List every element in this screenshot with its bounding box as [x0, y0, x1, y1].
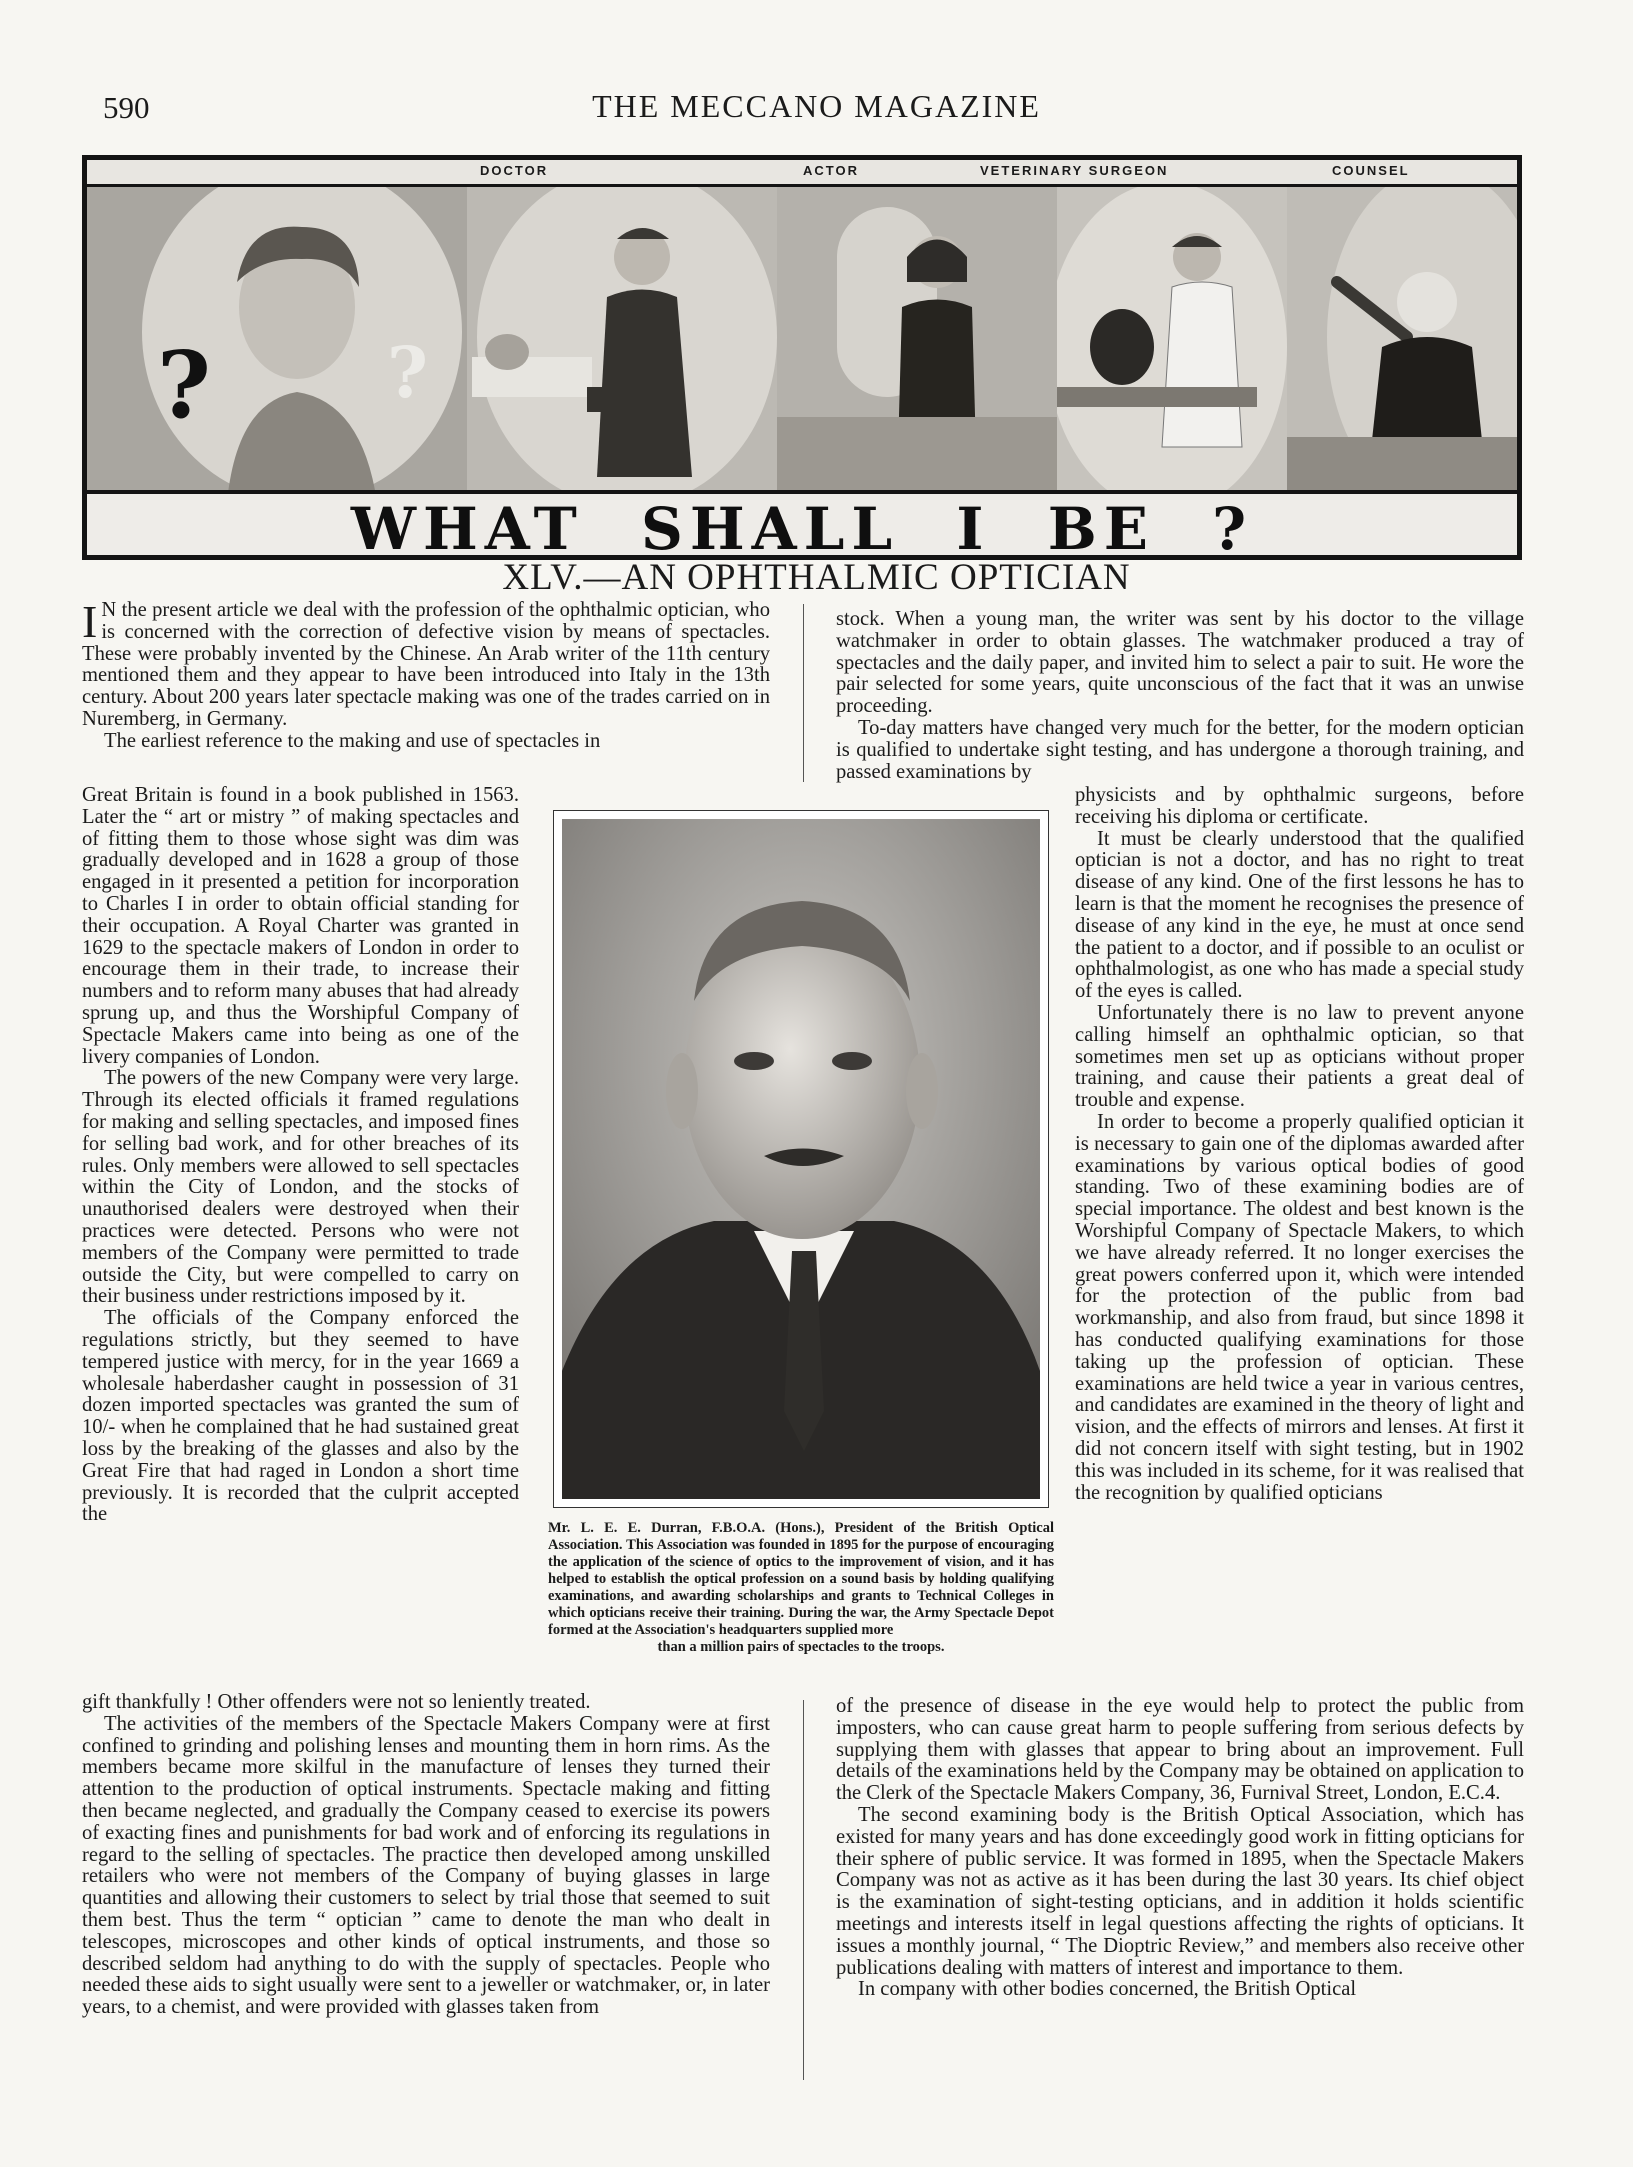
- paragraph: stock. When a young man, the writer was sent by his doctor to the village watchmaker in order to obtain glasses. The watchmaker produced a tray of spectacles and the daily paper, and invited him to select a pair to suit. He wore the pair selected for some years, quite unconscious of the fact that it was an unwise proceeding.: [836, 608, 1524, 718]
- svg-text:?: ?: [157, 331, 211, 439]
- banner-title: WHAT SHALL I BE ?: [350, 495, 1254, 560]
- column-divider: [803, 604, 804, 782]
- doctor-scene-illustration: [467, 187, 777, 502]
- photo-caption: [548, 1520, 1054, 1656]
- actor-scene-illustration: [777, 187, 1057, 502]
- paragraph: In order to become a properly qualified optician it is necessary to gain one of the diplomas awarded after examinations by various optical bodies of good standing. Two of these examining bodies are of special importance. The oldest and best known is the Worshipful Company of Spectacle Makers, to which we have already referred. It no longer exercises the great powers conferred upon it, which were intended for the protection of the public from bad workmanship, and also from fraud, but since 1898 it has conducted qualifying examinations for those taking up the profession of optician. These examinations are held twice a year in various centres, and candidates are examined in the theory of light and vision, and the effects of mirrors and lenses. At first it did not concern itself with sight testing, but in 1902 this was included in its scheme, for it was realised that the recognition by qualified opticians: [1075, 1110, 1524, 1504]
- paragraph: The activities of the members of the Spectacle Makers Company were at first confined to grinding and polishing lenses and mounting them in horn rims. As the members became more skilful in the manufacture of lenses they turned their attention to the production of optical instruments. Spectacle making and fitting then became neglected, and gradually the Company ceased to exercise its powers of exacting fines and punishments for bad work and of enforcing its regulations in regard to the selling of spectacles. The practice then developed among unskilled retailers who were not members of the Company of buying glasses in large quantities and allowing their customers to select by trial those that seemed to suit them best. Thus the term “ optician ” came to denote the man who dealt in telescopes, microscopes and other kinds of optical instruments, and those so described seldom had anything to do with the supply of spectacles. People who needed these aids to sight usually were sent to a jeweller or watchmaker, or, in later years, to a chemist, and were provided with glasses taken from: [82, 1712, 770, 2019]
- banner-label-bar: [87, 160, 1517, 187]
- paragraph: Great Britain is found in a book published in 1563. Later the “ art or mistry ” of making spectacles and of fitting them to those whose sight was dim was gradually developed and in 1628 a group of those engaged in it presented a petition for incorporation to Charles I in order to obtain official standing for their occupation. A Royal Charter was granted in 1629 to the spectacle makers of London in order to encourage them in their trade, to increase their numbers and to reform many abuses that had already sprung up, and thus the Worshipful Company of Spectacle Makers came into being as one of the livery companies of London.: [82, 784, 519, 1068]
- right-column-bottom: [836, 1696, 1524, 2001]
- column-divider: [803, 1700, 804, 2080]
- right-column-top: [836, 609, 1524, 783]
- paragraph: To-day matters have changed very much for the better, for the modern optician is qualified to undertake sight testing, and has undergone a thorough training, and passed examinations by: [836, 716, 1524, 783]
- banner-title-bar: [87, 490, 1517, 560]
- paragraph: physicists and by ophthalmic surgeons, before receiving his diploma or certificate.: [1075, 784, 1524, 828]
- portrait-photo: [554, 811, 1048, 1507]
- paragraph: The second examining body is the British Optical Association, which has existed for many years and has done exceedingly good work in fitting opticians for their sphere of public service. It was formed in 1895, when the Spectacle Makers Company was not as active as it has been during the last 30 years. Its chief object is the examination of sight-testing opticians, and in addition it holds scientific meetings and interests itself in legal questions affecting the rights of opticians. It issues a monthly journal, “ The Dioptric Review,” and members also receive other publications dealing with matters of interest and importance to them.: [836, 1803, 1524, 1979]
- dropcap: I: [82, 596, 98, 647]
- boy-portrait-illustration: [87, 187, 467, 502]
- paragraph: The officials of the Company enforced the regulations strictly, but they seemed to have tempered justice with mercy, for in the year 1669 a wholesale haberdasher caught in possession of 31 dozen imported spectacles was granted the sum of 10/- when he complained that he had sustained great loss by the breaking of the glasses and also by the Great Fire that had raged in London a short time previously. It is recorded that the culprit accepted the: [82, 1307, 519, 1526]
- counsel-scene-illustration: [1287, 187, 1517, 502]
- paragraph: [82, 596, 770, 731]
- paragraph: It must be clearly understood that the qualified optician is not a doctor, and has no right to treat disease of any kind. One of the first lessons he has to learn is that the moment he recognises the presence of disease of any kind in the eye, he must at once send the patient to a doctor, and if possible to an oculist or ophthalmologist, as one who has made a special study of the eyes is called.: [1075, 827, 1524, 1003]
- right-column-narrow: [1075, 785, 1524, 1504]
- banner-label-counsel: COUNSEL: [1332, 163, 1410, 178]
- banner-label-doctor: DOCTOR: [480, 163, 549, 178]
- paragraph: Unfortunately there is no law to prevent anyone calling himself an ophthalmic optician, so that sometimes men set up as opticians without proper training, and cause their patients a great deal of trouble and expense.: [1075, 1001, 1524, 1112]
- caption-last-line: than a million pairs of spectacles to the troops.: [657, 1639, 945, 1655]
- magazine-title: THE MECCANO MAGAZINE: [592, 88, 1041, 124]
- left-column-bottom: [82, 1692, 770, 2019]
- banner-label-actor: ACTOR: [803, 163, 859, 178]
- portrait-photo-frame: [553, 810, 1049, 1508]
- paragraph-text: N the present article we deal with the profession of the ophthalmic optician, who is concerned with the correction of defective vision by means of spectacles. These were probably invented by the Chinese. An Arab writer of the 11th century mentioned them and they appear to have been introduced into Italy in the 13th century. About 200 years later spectacle making was one of the trades carried on in Nuremberg, in Germany.: [82, 599, 770, 730]
- caption-main: Mr. L. E. E. Durran, F.B.O.A. (Hons.), President of the British Optical Association. This Association was founded in 1895 for the purpose of encouraging the application of the science of optics to the improvement of vision, and it has helped to establish the optical profession on a sound basis by holding qualifying examinations, and awarding scholarships and grants to Technical Colleges in which opticians receive their training. During the war, the Army Spectacle Depot formed at the Association's headquarters supplied more: [548, 1520, 1054, 1638]
- paragraph: The earliest reference to the making and use of spectacles in: [104, 729, 601, 752]
- paragraph: The powers of the new Company were very large. Through its elected officials it framed regulations for making and selling spectacles, and imposed fines for selling bad work, and for other breaches of its rules. Only members were allowed to sell spectacles within the City of London, and the stocks of unauthorised dealers were destroyed when their practices were detected. Persons who were not members of the Company were permitted to trade outside the City, but were compelled to carry on their business under restrictions imposed by it.: [82, 1067, 519, 1308]
- paragraph: In company with other bodies concerned, the British Optical: [858, 1978, 1357, 2001]
- banner-label-veterinary-surgeon: VETERINARY SURGEON: [980, 163, 1169, 178]
- left-column-narrow: [82, 785, 519, 1526]
- svg-text:?: ?: [387, 331, 429, 414]
- left-column-top: [82, 596, 770, 753]
- banner-illustration: [82, 155, 1522, 560]
- article-title: XLV.—AN OPHTHALMIC OPTICIAN: [502, 557, 1131, 598]
- paragraph: of the presence of disease in the eye would help to protect the public from imposters, who can cause great harm to people suffering from serious defects by supplying them with glasses that appear to bring about an improvement. Full details of the examinations held by the Company may be obtained on application to the Clerk of the Spectacle Makers Company, 36, Furnival Street, London, E.C.4.: [836, 1695, 1525, 1805]
- page-number: 590: [103, 90, 150, 125]
- veterinary-scene-illustration: [1057, 187, 1287, 502]
- paragraph: gift thankfully ! Other offenders were not so leniently treated.: [82, 1691, 591, 1713]
